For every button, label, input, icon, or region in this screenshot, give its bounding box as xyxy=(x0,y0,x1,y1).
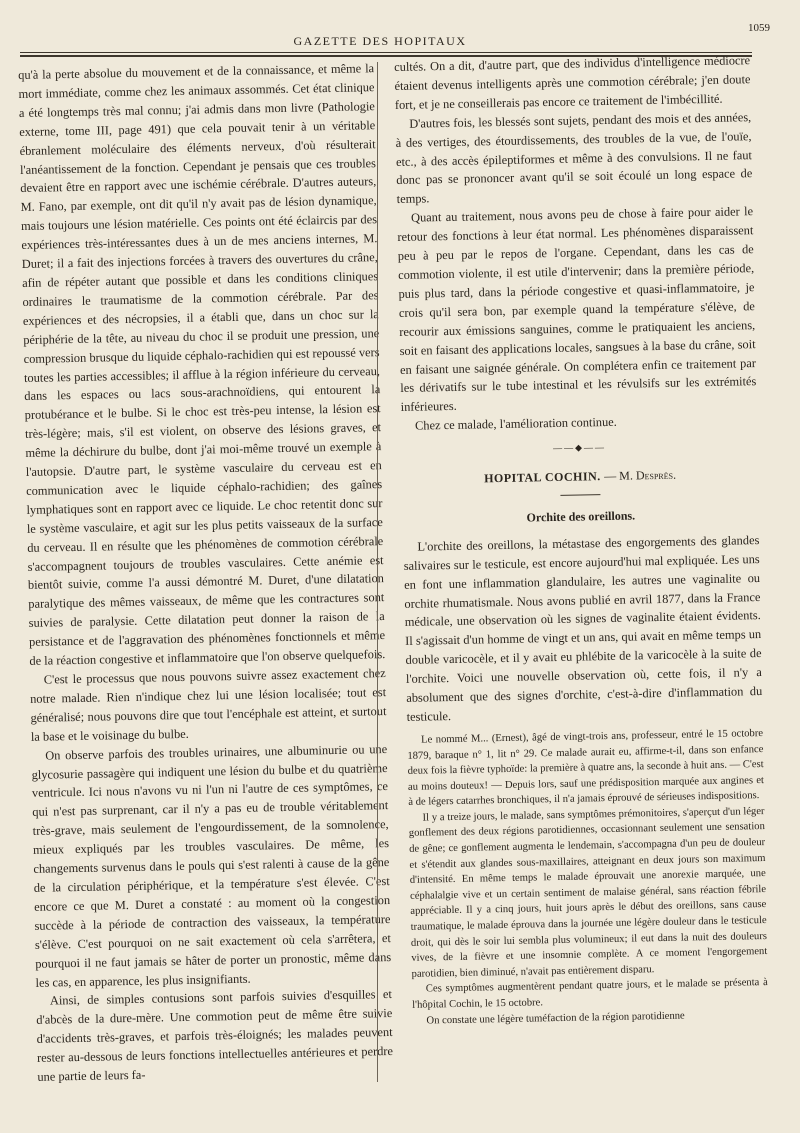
right-column xyxy=(394,51,769,1029)
paragraph: cultés. On a dit, d'autre part, que des individus d'intelligence médiocre étaient devenus intelligents après une commotion cérébrale; j'en doute fort, et je ne conseillerais pas encore ce traitement de l'imbécillité. xyxy=(394,53,751,112)
paragraph: C'est le processus que nous pouvons suivre assez exactement chez notre malade. Rien n'indique chez lui une lésion localisée; tout est généralisé; nous pouvons dire que tout l'encéphale est atteint, et surtout la base et le voisinage du bulbe. xyxy=(30,666,387,744)
article-subheading: Orchite des oreillons. xyxy=(526,508,636,525)
running-title: GAZETTE DES HOPITAUX xyxy=(293,34,467,48)
case-paragraph: On constate une légère tuméfaction de la région parotidienne xyxy=(426,1010,685,1027)
left-column xyxy=(18,59,394,1087)
paragraph: Quant au traitement, nous avons peu de chose à faire pour aider le retour des fonctions à leur état normal. Les phénomènes disparaissent peu à peu par le repos de l'organe. Cependant, dans les cas de commotion violente, il est utile d'intervenir; dans la première période, puis plus tard, dans la période congestive et quasi-inflammatoire, je crois qu'il sera bon, par exemple quand la température s'élève, de recourir aux émissions sanguines, comme le pratiquaient les anciens, soit en faisant des applications locales, sangsues à la base du crâne, soit en faisant une saignée générale. On complétera enfin ce traitement par les dérivatifs sur le tube intestinal et les révulsifs sur les extrémités inférieures. xyxy=(397,204,757,415)
case-paragraph: Le nommé M... (Ernest), âgé de vingt-trois ans, professeur, entré le 15 octobre 1879, baraque n° 1, lit n° 29. Ce malade aurait eu, affirme-t-il, dans son enfance deux fois la fièvre typhoïde: la première à quatre ans, la seconde à huit ans. — C'est au moins douteux! — Depuis lors, sauf une prédisposition marquée aux angines et à de légers catarrhes bronchiques, il n'a jamais éprouvé de sérieuses indispositions. xyxy=(407,727,765,809)
section-heading xyxy=(402,464,758,490)
case-report xyxy=(407,726,769,1029)
paragraph: Ainsi, de simples contusions sont parfois suivies d'esquilles et d'abcès de la dure-mère. Une commotion peut de même être suivie d'accidents très-graves, et parfois très-éloignés; les malades peuvent rester au-dessous de leurs fonctions intellectuelles antérieures et perdre une partie de leurs fa- xyxy=(36,987,394,1084)
column-divider xyxy=(377,62,378,1082)
section-title: HOPITAL COCHIN. xyxy=(483,469,601,486)
paragraph: qu'à la perte absolue du mouvement et de la connaissance, et même la mort immédiate, comme chez les animaux assommés. Cet état clinique a été longtemps très mal connu; j'ai admis dans mon livre (Pathologie externe, tome III, page 491) que cela pouvait tenir à un véritable ébranlement moléculaire des éléments nerveux, d'où résulterait l'anéantissement de la fonction. Cependant je pensais que ces troubles devaient être en rapport avec une ischémie cérébrale. D'autres auteurs, M. Fano, par exemple, ont dit qu'il n'y avait pas de lésion dynamique, mais toujours une lésion matérielle. Ces points ont été éclaircis par des expériences très-intéressantes dues à un de mes anciens internes, M. Duret; il a fait des injections forcées à travers des ouvertures du crâne, afin de répéter autant que possible et dans les conditions cliniques ordinaires le traumatisme de la commotion cérébrale. Par des expériences et des nécropsies, il a établi que, dans un choc sur la périphérie de la tête, au niveau du choc il se produit une pression, une compression brusque du liquide céphalo-rachidien qui est repoussé vers toutes les parties accessibles; il afflue à la région inférieure du cerveau, dans les espaces ou lacs sous-arachnoïdiens, qui entourent la protubérance et le bulbe. Si le choc est très-peu intense, la lésion est très-légère; mais, s'il est violent, on observe des lésions graves, et même la déchirure du bulbe, dont j'ai moi-même trouvé un exemple à l'autopsie. D'autre part, le système vasculaire du cerveau est en communication avec le liquide céphalo-rachidien; des gaînes lymphatiques sont en rapport avec ce liquide. Le choc retentit donc sur le système vasculaire, et agit sur les plus petits vaisseaux de la surface du cerveau. Il en résulte que les phénomènes de commotion cérébrale s'accompagnent toujours de troubles vasculaires. Cette anémie est bientôt suivie, comme l'a aussi démontré M. Duret, d'une dilatation paralytique des mêmes vaisseaux, de même que les contractures sont suivies de paralysie. Cette dilatation peut donner la raison de la persistance et de l'aggravation des phénomènes fonctionnels et même de la réaction congestive et inflammatoire que l'on observe quelquefois. xyxy=(18,61,386,668)
page-number: 1059 xyxy=(748,22,770,34)
paragraph: L'orchite des oreillons, la métastase des engorgements des glandes salivaires sur le testicule, est encore aujourd'hui mal expliquée. Les uns en font une inflammation glandulaire, les autres une vaginalite ou orchite rhumatismale. Nous avons publié en avril 1877, dans la France médicale, une observation où les signes de vaginalite étaient évidents. Il s'agissait d'un homme de vingt et un ans, qui avait en même temps un double varicocèle, et il y avait eu phlébite de la varicocèle à la suite de l'orchite. Voici une nouvelle observation où, cette fois, il n'y a absolument que des signes d'orchite, c'est-à-dire d'inflammation du testicule. xyxy=(403,532,763,724)
paragraph: D'autres fois, les blessés sont sujets, pendant des mois et des années, à des vertiges, des étourdissements, des troubles de la vue, de l'ouïe, etc., à des accès épileptiformes et même à des convulsions. Il ne faut donc pas se prononcer avant qu'il se soit écoulé un long espace de temps. xyxy=(395,109,753,207)
section-ornament: ——◆—— xyxy=(552,442,607,454)
heading-rule xyxy=(560,494,600,496)
page-header xyxy=(20,22,770,52)
case-paragraph: Il y a treize jours, le malade, sans symptômes prémonitoires, s'aperçut d'un léger gonflement des deux régions parotidiennes, occasionnant seulement une sensation de gêne; ce gonflement augmenta le lendemain, s'accompagna d'un peu de douleur et s'étendit aux glandes sous-maxillaires, atteignant en deux jours son maximum d'intensité. En même temps le malade éprouvait une anorexie marquée, une céphalalgie vive et un certain sentiment de malaise général, sans réaction fébrile appréciable. Il y a cinq jours, huit jours après le début des oreillons, sans cause traumatique, le malade éprouva dans la journée une légère douleur dans le testicule droit, qui dès le soir lui sembla plus volumineux; il eut dans la nuit des douleurs vives, de la fièvre et une insomnie complète. A ce moment l'engorgement parotidien, bien diminué, n'avait pas entièrement disparu. xyxy=(408,805,768,980)
case-paragraph: Ces symptômes augmentèrent pendant quatre jours, et le malade se présenta à l'hôpital Cochin, le 15 octobre. xyxy=(412,977,768,1011)
section-author: — M. Desprès. xyxy=(604,467,677,484)
paragraph: Chez ce malade, l'amélioration continue. xyxy=(414,415,617,433)
paragraph: On observe parfois des troubles urinaires, une albuminurie ou une glycosurie passagère qui indiquent une lésion du bulbe et du quatrième ventricule. Ici nous n'avons vu ni l'un ni l'autre de ces symptômes, ce qui n'est pas surprenant, car il n'y a pas eu de trouble véritablement très-grave, mais seulement de l'engourdissement, de la somnolence, mieux expliqués par les troubles vasculaires. De même, les changements survenus dans le pouls qui s'est ralenti à cause de la gêne de la circulation périphérique, et la température s'est élevée. C'est encore ce que M. Duret a constaté : au moment où la congestion succède à la période de contraction des vaisseaux, la température s'élève. C'est pourquoi on ne sait exactement où cela s'arrêtera, et pourquoi il ne faut jamais se hâter de porter un pronostic, même dans les cas, en apparence, les plus insignifiants. xyxy=(31,741,392,990)
